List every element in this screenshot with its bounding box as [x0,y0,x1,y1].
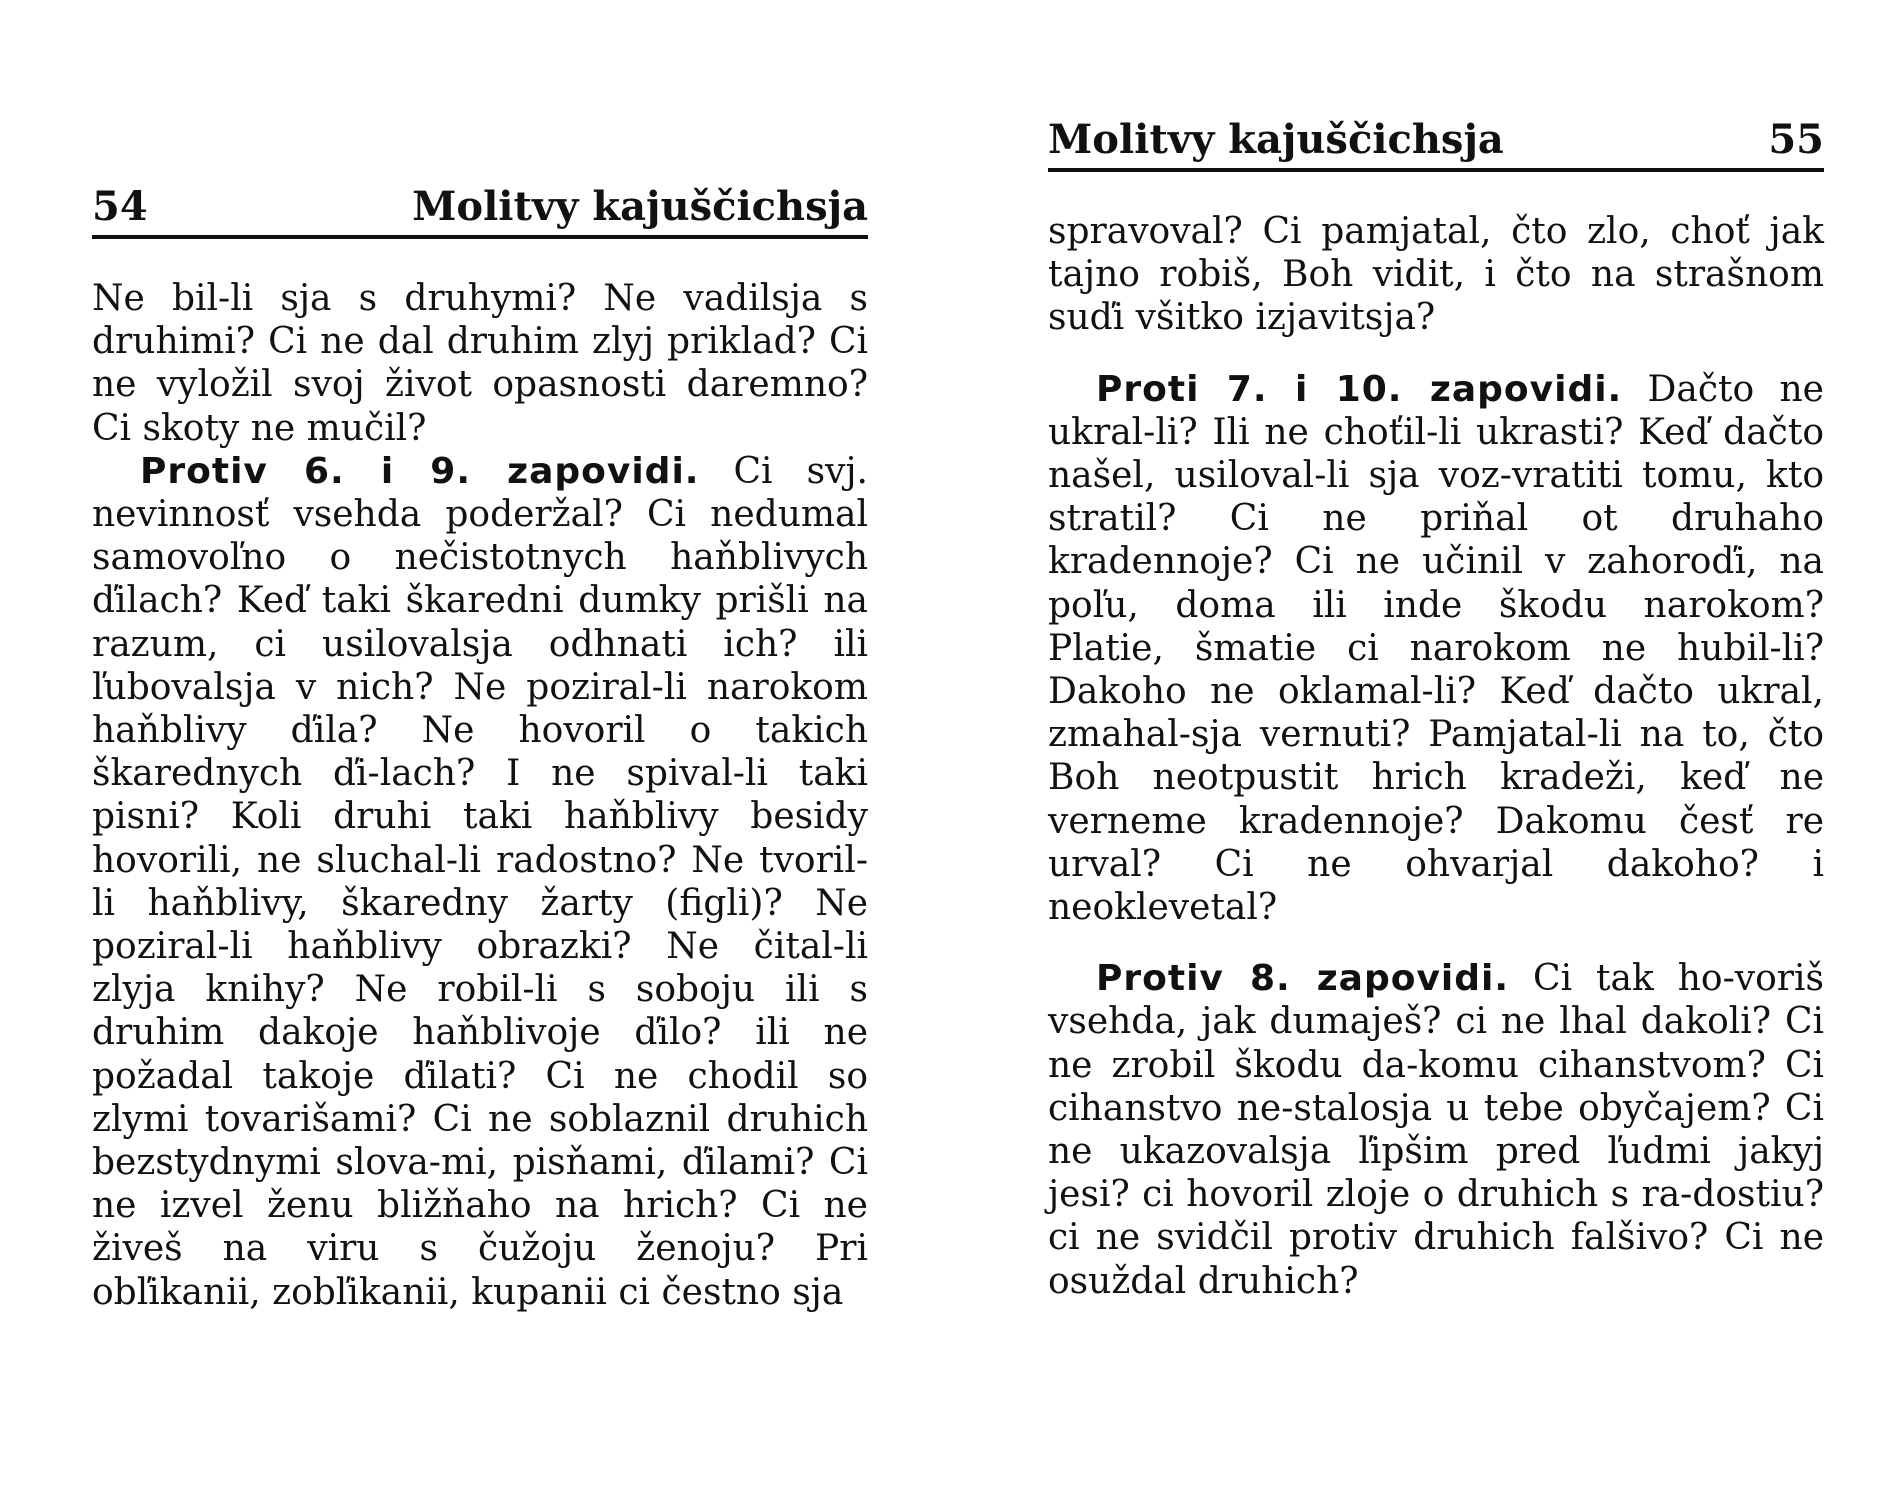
paragraph-text: spravoval? Ci pamjatal, čto zlo, choť jak tajno robiš, Boh vidit, i čto na strašnom suďi všitko izjavitsja? [1048,211,1824,339]
paragraph [1048,957,1824,1303]
left-page [92,185,868,1314]
running-title: Molitvy kajuščichsja [412,183,868,230]
paragraph [1048,210,1824,340]
section-label: Protiv 6. i 9. zapovidi. [140,450,700,492]
right-running-head [1048,118,1824,172]
paragraph [1048,368,1824,930]
paragraph-text: Ci svj. nevinnosť vsehda poderžal? Ci nedumal samovoľno o nečistotnych haňblivych ďilach? Keď taki škaredni dumky prišli na razum, ci usilovalsja odhnati ich? ili ľubovalsja v nich? Ne poziral-li narokom haňblivy ďila? Ne hovoril o takich škarednych ďi-lach? I ne spival-li taki pisni? Koli druhi taki haňblivy besidy hovorili, ne sluchal-li radostno? Ne tvoril-li haňblivy, škaredny žarty (figli)? Ne poziral-li haňblivy obrazki? Ne čital-li zlyja knihy? Ne robil-li s soboju ili s druhim dakoje haňblivoje ďilo? ili ne požadal takoje ďilati? Ci ne chodil so zlymi tovarišami? Ci ne soblaznil druhich bezstydnymi slova-mi, pisňami, ďilami? Ci ne izvel ženu bližňaho na hrich? Ci ne živeš na viru s čužoju ženoju? Pri obľikanii, zobľikanii, kupanii ci čestno sja [92,450,868,1313]
page-number: 55 [1768,116,1824,163]
left-body-text [92,277,868,1314]
page-number: 54 [92,183,148,230]
right-body-text [1048,210,1824,1303]
section-label: Protiv 8. zapovidi. [1096,958,1510,1000]
left-running-head [92,185,868,239]
paragraph [92,450,868,1314]
section-label: Proti 7. i 10. zapovidi. [1096,368,1623,410]
paragraph-text: Dačto ne ukral-li? Ili ne choťil-li ukrasti? Keď dačto našel, usiloval-li sja voz-vratiti tomu, kto stratil? Ci ne priňal ot druhaho kradennoje? Ci ne učinil v zahoroďi, na poľu, doma ili inde škodu narokom? Platie, šmatie ci narokom ne hubil-li? Dakoho ne oklamal-li? Keď dačto ukral, zmahal-sja vernuti? Pamjatal-li na to, čto Boh neotpustit hrich kradeži, keď ne verneme kradennoje? Dakomu česť re urval? Ci ne ohvarjal dakoho? i neoklevetal? [1048,368,1824,929]
right-page [1048,118,1824,1303]
paragraph-text: Ne bil-li sja s druhymi? Ne vadilsja s druhimi? Ci ne dal druhim zlyj priklad? Ci ne vyložil svoj život opasnosti daremno? Ci skoty ne mučil? [92,278,868,449]
paragraph-text: Ci tak ho-voriš vsehda, jak dumaješ? ci ne lhal dakoli? Ci ne zrobil škodu da-komu cihanstvom? Ci cihanstvo ne-stalosja u tebe obyčajem? Ci ne ukazovalsja ľipšim pred ľudmi jakyj jesi? ci hovoril zloje o druhich s ra-dostiu? ci ne svidčil protiv druhich falšivo? Ci ne osuždal druhich? [1048,958,1824,1302]
paragraph [92,277,868,450]
running-title: Molitvy kajuščichsja [1048,116,1504,163]
